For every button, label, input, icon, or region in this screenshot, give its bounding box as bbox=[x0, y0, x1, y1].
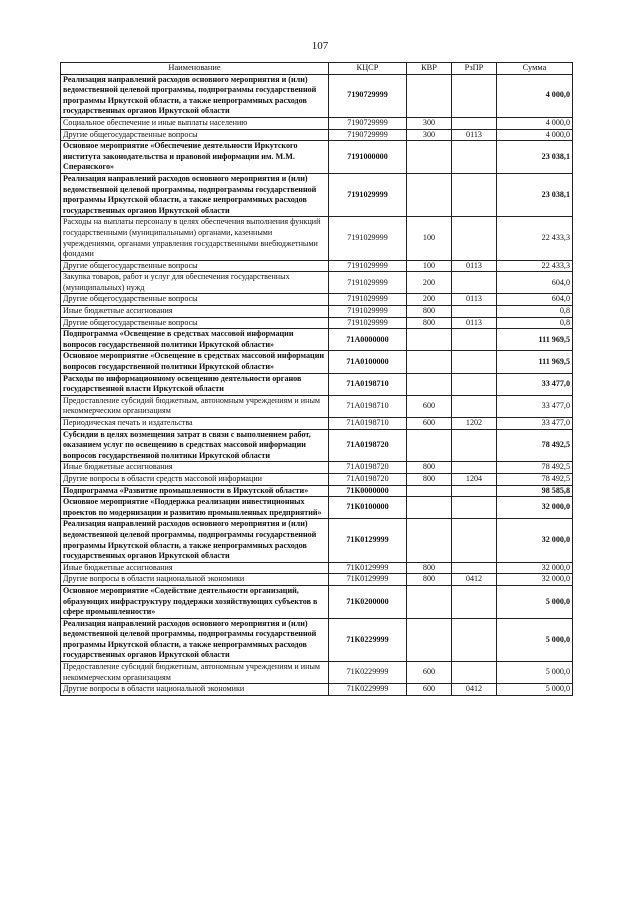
table-row bbox=[61, 418, 573, 430]
cell-kcsr: 71К0229999 bbox=[329, 618, 407, 661]
cell-kcsr: 7191029999 bbox=[329, 317, 407, 329]
cell-sum: 98 585,8 bbox=[497, 485, 573, 497]
cell-kcsr: 7191029999 bbox=[329, 260, 407, 272]
cell-rzpr bbox=[452, 462, 497, 474]
cell-name: Иные бюджетные ассигнования bbox=[61, 306, 329, 318]
cell-name: Другие общегосударственные вопросы bbox=[61, 317, 329, 329]
table-row bbox=[61, 329, 573, 351]
cell-sum: 32 000,0 bbox=[497, 574, 573, 586]
cell-rzpr: 0113 bbox=[452, 129, 497, 141]
table-body bbox=[61, 74, 573, 695]
cell-name: Иные бюджетные ассигнования bbox=[61, 462, 329, 474]
cell-rzpr bbox=[452, 74, 497, 117]
cell-kvr bbox=[407, 74, 452, 117]
cell-rzpr bbox=[452, 519, 497, 562]
cell-kcsr: 71А0198710 bbox=[329, 395, 407, 417]
cell-rzpr bbox=[452, 173, 497, 216]
cell-sum: 23 038,1 bbox=[497, 141, 573, 174]
table-row bbox=[61, 585, 573, 618]
cell-sum: 111 969,5 bbox=[497, 329, 573, 351]
cell-kvr bbox=[407, 429, 452, 462]
table-row bbox=[61, 351, 573, 373]
cell-sum: 33 477,0 bbox=[497, 418, 573, 430]
cell-sum: 604,0 bbox=[497, 272, 573, 294]
cell-name: Основное мероприятие «Обеспечение деятельности Иркутского института законодательства и правовой информации им. М.М. Сперанского» bbox=[61, 141, 329, 174]
cell-sum: 32 000,0 bbox=[497, 497, 573, 519]
cell-kcsr: 71А0198710 bbox=[329, 373, 407, 395]
cell-sum: 4 000,0 bbox=[497, 74, 573, 117]
cell-kcsr: 71А0198720 bbox=[329, 429, 407, 462]
table-header-row bbox=[61, 63, 573, 75]
cell-kcsr: 71К0129999 bbox=[329, 562, 407, 574]
cell-name: Основное мероприятие «Содействие деятельности организаций, образующих инфраструктуру поддержки хозяйствующих субъектов в сфере промышленности» bbox=[61, 585, 329, 618]
cell-kvr: 800 bbox=[407, 462, 452, 474]
table-row bbox=[61, 117, 573, 129]
cell-name: Другие общегосударственные вопросы bbox=[61, 129, 329, 141]
cell-kvr: 600 bbox=[407, 418, 452, 430]
table-row bbox=[61, 429, 573, 462]
cell-kvr: 800 bbox=[407, 562, 452, 574]
cell-name: Основное мероприятие «Освещение в средствах массовой информации вопросов государственной политики Иркутской области» bbox=[61, 351, 329, 373]
table-row bbox=[61, 574, 573, 586]
cell-name: Периодическая печать и издательства bbox=[61, 418, 329, 430]
cell-kcsr: 7190729999 bbox=[329, 117, 407, 129]
cell-sum: 111 969,5 bbox=[497, 351, 573, 373]
cell-name: Расходы по информационному освещению деятельности органов государственной власти Иркутской области bbox=[61, 373, 329, 395]
table-row bbox=[61, 684, 573, 696]
table-row bbox=[61, 141, 573, 174]
cell-kcsr: 71А0198720 bbox=[329, 473, 407, 485]
table-row bbox=[61, 306, 573, 318]
cell-rzpr: 0412 bbox=[452, 574, 497, 586]
cell-kvr bbox=[407, 141, 452, 174]
cell-kcsr: 71К0129999 bbox=[329, 574, 407, 586]
cell-sum: 23 038,1 bbox=[497, 173, 573, 216]
cell-name: Предоставление субсидий бюджетным, автономным учреждениям и иным некоммерческим организациям bbox=[61, 662, 329, 684]
cell-name: Другие общегосударственные вопросы bbox=[61, 294, 329, 306]
cell-name: Другие общегосударственные вопросы bbox=[61, 260, 329, 272]
cell-name: Закупка товаров, работ и услуг для обеспечения государственных (муниципальных) нужд bbox=[61, 272, 329, 294]
cell-name: Предоставление субсидий бюджетным, автономным учреждениям и иным некоммерческим организациям bbox=[61, 395, 329, 417]
cell-kvr: 100 bbox=[407, 260, 452, 272]
cell-kcsr: 71А0100000 bbox=[329, 351, 407, 373]
cell-sum: 0,8 bbox=[497, 306, 573, 318]
cell-kvr: 800 bbox=[407, 473, 452, 485]
page-number: 107 bbox=[311, 40, 329, 52]
cell-kcsr: 7191029999 bbox=[329, 306, 407, 318]
cell-name: Реализация направлений расходов основного мероприятия и (или) ведомственной целевой программы, подпрограммы государственной программы Иркутской области, а также непрограммных расходов государственных органов Иркутской области bbox=[61, 618, 329, 661]
table-row bbox=[61, 317, 573, 329]
cell-kvr: 600 bbox=[407, 684, 452, 696]
cell-rzpr bbox=[452, 395, 497, 417]
header-kcsr: КЦСР bbox=[329, 63, 407, 75]
table-row bbox=[61, 473, 573, 485]
cell-rzpr bbox=[452, 117, 497, 129]
cell-rzpr: 0113 bbox=[452, 317, 497, 329]
cell-kvr bbox=[407, 585, 452, 618]
cell-kvr bbox=[407, 618, 452, 661]
table-row bbox=[61, 519, 573, 562]
cell-kvr bbox=[407, 519, 452, 562]
table-row bbox=[61, 562, 573, 574]
cell-name: Подпрограмма «Освещение в средствах массовой информации вопросов государственной политики Иркутской области» bbox=[61, 329, 329, 351]
cell-name: Другие вопросы в области национальной экономики bbox=[61, 684, 329, 696]
cell-kvr: 600 bbox=[407, 662, 452, 684]
cell-kcsr: 7191029999 bbox=[329, 173, 407, 216]
cell-rzpr bbox=[452, 618, 497, 661]
cell-sum: 5 000,0 bbox=[497, 585, 573, 618]
cell-sum: 32 000,0 bbox=[497, 562, 573, 574]
cell-kvr bbox=[407, 485, 452, 497]
cell-kvr bbox=[407, 173, 452, 216]
cell-name: Социальное обеспечение и иные выплаты населению bbox=[61, 117, 329, 129]
cell-kcsr: 71А0198710 bbox=[329, 418, 407, 430]
table-row bbox=[61, 74, 573, 117]
header-sum: Сумма bbox=[497, 63, 573, 75]
cell-name: Подпрограмма «Развитие промышленности в Иркутской области» bbox=[61, 485, 329, 497]
cell-kcsr: 71К0229999 bbox=[329, 662, 407, 684]
cell-kvr: 800 bbox=[407, 574, 452, 586]
cell-rzpr bbox=[452, 429, 497, 462]
cell-kcsr: 7191029999 bbox=[329, 272, 407, 294]
cell-kvr: 800 bbox=[407, 317, 452, 329]
cell-name: Расходы на выплаты персоналу в целях обеспечения выполнения функций государственными (муниципальными) органами, казенными учреждениями, органами управления государственными внебюджетными фондами bbox=[61, 217, 329, 260]
table-row bbox=[61, 485, 573, 497]
cell-rzpr bbox=[452, 485, 497, 497]
cell-kcsr: 7191029999 bbox=[329, 294, 407, 306]
header-name: Наименование bbox=[61, 63, 329, 75]
table-row bbox=[61, 618, 573, 661]
cell-kcsr: 7190729999 bbox=[329, 129, 407, 141]
cell-kcsr: 71А0000000 bbox=[329, 329, 407, 351]
cell-kvr: 100 bbox=[407, 217, 452, 260]
cell-sum: 22 433,3 bbox=[497, 217, 573, 260]
cell-rzpr bbox=[452, 141, 497, 174]
cell-sum: 5 000,0 bbox=[497, 662, 573, 684]
table-row bbox=[61, 395, 573, 417]
cell-rzpr bbox=[452, 585, 497, 618]
cell-sum: 4 000,0 bbox=[497, 117, 573, 129]
table-row bbox=[61, 462, 573, 474]
cell-kcsr: 71К0200000 bbox=[329, 585, 407, 618]
cell-rzpr bbox=[452, 662, 497, 684]
cell-rzpr bbox=[452, 217, 497, 260]
cell-name: Иные бюджетные ассигнования bbox=[61, 562, 329, 574]
cell-kcsr: 7190729999 bbox=[329, 74, 407, 117]
cell-kvr: 300 bbox=[407, 117, 452, 129]
cell-sum: 604,0 bbox=[497, 294, 573, 306]
cell-rzpr: 1202 bbox=[452, 418, 497, 430]
cell-kcsr: 71К0129999 bbox=[329, 519, 407, 562]
cell-name: Реализация направлений расходов основного мероприятия и (или) ведомственной целевой программы, подпрограммы государственной программы Иркутской области, а также непрограммных расходов государственных органов Иркутской области bbox=[61, 519, 329, 562]
table-row bbox=[61, 260, 573, 272]
cell-kvr: 200 bbox=[407, 294, 452, 306]
cell-rzpr bbox=[452, 351, 497, 373]
cell-sum: 5 000,0 bbox=[497, 618, 573, 661]
cell-name: Основное мероприятие «Поддержка реализации инвестиционных проектов по модернизации и развитию промышленных предприятий» bbox=[61, 497, 329, 519]
cell-name: Реализация направлений расходов основного мероприятия и (или) ведомственной целевой программы, подпрограммы государственной программы Иркутской области, а также непрограммных расходов государственных органов Иркутской области bbox=[61, 173, 329, 216]
cell-kcsr: 71К0100000 bbox=[329, 497, 407, 519]
cell-kcsr: 7191029999 bbox=[329, 217, 407, 260]
cell-sum: 0,8 bbox=[497, 317, 573, 329]
table-row bbox=[61, 272, 573, 294]
table-row bbox=[61, 129, 573, 141]
cell-rzpr: 0412 bbox=[452, 684, 497, 696]
cell-rzpr: 1204 bbox=[452, 473, 497, 485]
cell-name: Реализация направлений расходов основного мероприятия и (или) ведомственной целевой программы, подпрограммы государственной программы Иркутской области, а также непрограммных расходов государственных органов Иркутской области bbox=[61, 74, 329, 117]
budget-table bbox=[60, 62, 573, 696]
cell-kvr: 800 bbox=[407, 306, 452, 318]
cell-sum: 78 492,5 bbox=[497, 429, 573, 462]
cell-sum: 32 000,0 bbox=[497, 519, 573, 562]
cell-rzpr bbox=[452, 272, 497, 294]
cell-name: Субсидии в целях возмещения затрат в связи с выполнением работ, оказанием услуг по освещению в средствах массовой информации вопросов государственной политики Иркутской области bbox=[61, 429, 329, 462]
cell-name: Другие вопросы в области национальной экономики bbox=[61, 574, 329, 586]
cell-sum: 78 492,5 bbox=[497, 462, 573, 474]
cell-kvr bbox=[407, 497, 452, 519]
table-row bbox=[61, 497, 573, 519]
cell-rzpr: 0113 bbox=[452, 260, 497, 272]
cell-sum: 5 000,0 bbox=[497, 684, 573, 696]
header-rzpr: РзПР bbox=[452, 63, 497, 75]
table-row bbox=[61, 173, 573, 216]
table-row bbox=[61, 662, 573, 684]
cell-rzpr: 0113 bbox=[452, 294, 497, 306]
cell-rzpr bbox=[452, 306, 497, 318]
cell-kvr bbox=[407, 373, 452, 395]
cell-kcsr: 71А0198720 bbox=[329, 462, 407, 474]
cell-rzpr bbox=[452, 497, 497, 519]
table-row bbox=[61, 294, 573, 306]
cell-kvr: 300 bbox=[407, 129, 452, 141]
cell-sum: 4 000,0 bbox=[497, 129, 573, 141]
cell-kvr bbox=[407, 351, 452, 373]
cell-sum: 33 477,0 bbox=[497, 395, 573, 417]
cell-kcsr: 71К0000000 bbox=[329, 485, 407, 497]
table-row bbox=[61, 217, 573, 260]
cell-sum: 22 433,3 bbox=[497, 260, 573, 272]
cell-name: Другие вопросы в области средств массовой информации bbox=[61, 473, 329, 485]
cell-kcsr: 71К0229999 bbox=[329, 684, 407, 696]
header-kvr: КВР bbox=[407, 63, 452, 75]
cell-kcsr: 7191000000 bbox=[329, 141, 407, 174]
cell-rzpr bbox=[452, 562, 497, 574]
table-row bbox=[61, 373, 573, 395]
cell-sum: 33 477,0 bbox=[497, 373, 573, 395]
cell-kvr: 200 bbox=[407, 272, 452, 294]
cell-sum: 78 492,5 bbox=[497, 473, 573, 485]
cell-kvr bbox=[407, 329, 452, 351]
cell-rzpr bbox=[452, 329, 497, 351]
cell-rzpr bbox=[452, 373, 497, 395]
cell-kvr: 600 bbox=[407, 395, 452, 417]
